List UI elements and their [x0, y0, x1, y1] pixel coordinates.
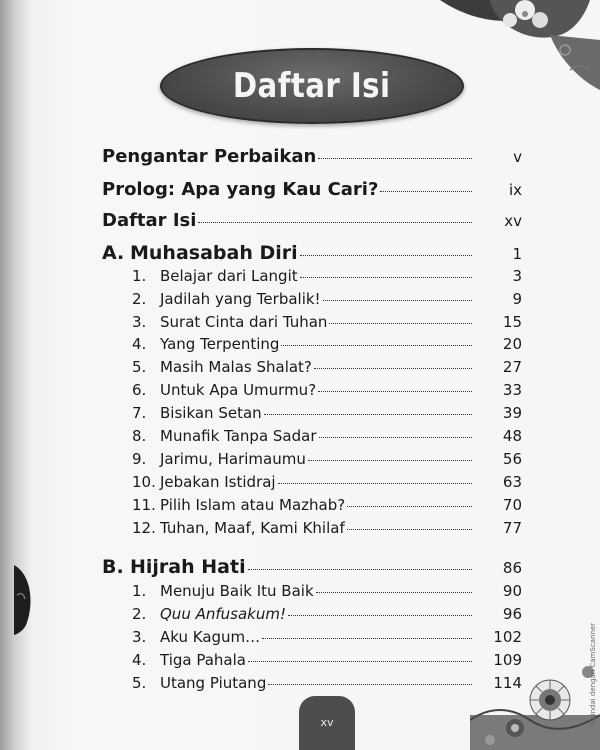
toc-entry-page: v: [513, 148, 522, 166]
item-page: 20: [502, 335, 522, 353]
book-spine-shadow: [0, 0, 14, 750]
page-title: Daftar Isi: [233, 66, 391, 106]
section-page: 86: [502, 559, 522, 577]
leader-dots: [380, 191, 472, 192]
item-label: Tiga Pahala: [160, 651, 246, 669]
item-page: 48: [502, 427, 522, 445]
leader-dots: [318, 391, 472, 392]
page-title-banner: [160, 48, 464, 124]
leader-dots: [308, 460, 472, 461]
leader-dots: [262, 638, 472, 639]
dark-blob-decoration: [14, 565, 34, 635]
item-label: Utang Piutang: [160, 674, 267, 692]
toc-entry-label: Prolog: Apa yang Kau Cari?: [102, 179, 379, 200]
leader-dots: [268, 684, 472, 685]
item-label: Quu Anfusakum!: [160, 605, 286, 623]
item-label: Bisikan Setan: [160, 404, 262, 422]
toc-entry[interactable]: [102, 210, 522, 236]
item-number: 12.: [132, 519, 156, 537]
item-page: 15: [502, 313, 522, 331]
leader-dots: [318, 158, 472, 159]
section-label: Muhasabah Diri: [130, 242, 298, 264]
item-number: 5.: [132, 358, 147, 376]
leader-dots: [316, 592, 472, 593]
item-number: 1.: [132, 582, 147, 600]
page-number-tab: [299, 696, 355, 750]
page-number: xv: [320, 716, 334, 729]
item-number: 10.: [132, 473, 156, 491]
leader-dots: [347, 529, 472, 530]
item-label: Jadilah yang Terbalik!: [160, 290, 321, 308]
toc-section-heading[interactable]: [102, 242, 522, 268]
item-number: 9.: [132, 450, 147, 468]
item-number: 7.: [132, 404, 147, 422]
item-number: 6.: [132, 381, 147, 399]
item-label: Yang Terpenting: [160, 335, 280, 353]
item-page: 9: [512, 290, 522, 308]
item-number: 5.: [132, 674, 147, 692]
item-number: 4.: [132, 335, 147, 353]
item-number: 3.: [132, 313, 147, 331]
leader-dots: [198, 222, 472, 223]
item-page: 90: [502, 582, 522, 600]
leader-dots: [347, 506, 472, 507]
item-page: 27: [502, 358, 522, 376]
item-label: Munafik Tanpa Sadar: [160, 427, 317, 445]
item-label: Menuju Baik Itu Baik: [160, 582, 314, 600]
section-page: 1: [512, 245, 522, 263]
section-letter: B.: [102, 556, 124, 578]
leader-dots: [300, 255, 472, 256]
leader-dots: [288, 615, 472, 616]
item-number: 2.: [132, 290, 147, 308]
item-page: 39: [502, 404, 522, 422]
item-label: Surat Cinta dari Tuhan: [160, 313, 328, 331]
toc-item[interactable]: [132, 519, 522, 545]
item-number: 1.: [132, 267, 147, 285]
item-label: Masih Malas Shalat?: [160, 358, 312, 376]
toc-entry-label: Pengantar Perbaikan: [102, 146, 317, 167]
toc-entry-label: Daftar Isi: [102, 210, 197, 231]
toc-entry-page: xv: [504, 212, 522, 230]
item-number: 4.: [132, 651, 147, 669]
item-label: Pilih Islam atau Mazhab?: [160, 496, 346, 514]
leader-dots: [323, 300, 472, 301]
item-page: 70: [502, 496, 522, 514]
toc-entry[interactable]: [102, 146, 522, 172]
toc-section-heading[interactable]: [102, 556, 522, 582]
item-number: 2.: [132, 605, 147, 623]
item-number: 11.: [132, 496, 156, 514]
leader-dots: [281, 345, 472, 346]
section-label: Hijrah Hati: [130, 556, 246, 578]
item-page: 114: [493, 674, 522, 692]
toc-page: [14, 0, 600, 750]
leader-dots: [278, 483, 472, 484]
item-label: Aku Kagum…: [160, 628, 261, 646]
leader-dots: [329, 323, 472, 324]
toc-entry[interactable]: [102, 179, 522, 205]
leader-dots: [264, 414, 472, 415]
leader-dots: [300, 277, 472, 278]
item-number: 3.: [132, 628, 147, 646]
item-page: 33: [502, 381, 522, 399]
item-page: 3: [512, 267, 522, 285]
item-label: Untuk Apa Umurmu?: [160, 381, 317, 399]
scanner-watermark-text: Dipindai dengan CamScanner: [589, 622, 597, 728]
item-page: 102: [493, 628, 522, 646]
leader-dots: [248, 569, 472, 570]
section-letter: A.: [102, 242, 125, 264]
item-number: 8.: [132, 427, 147, 445]
item-page: 63: [502, 473, 522, 491]
item-label: Jebakan Istidraj: [160, 473, 276, 491]
leader-dots: [319, 437, 472, 438]
item-label: Tuhan, Maaf, Kami Khilaf: [160, 519, 345, 537]
leader-dots: [314, 368, 472, 369]
toc-entry-page: ix: [508, 181, 522, 199]
item-label: Belajar dari Langit: [160, 267, 298, 285]
item-page: 109: [493, 651, 522, 669]
leader-dots: [248, 661, 472, 662]
scanner-watermark: [586, 600, 600, 750]
item-page: 77: [502, 519, 522, 537]
item-label: Jarimu, Harimaumu: [160, 450, 306, 468]
item-page: 96: [502, 605, 522, 623]
item-page: 56: [502, 450, 522, 468]
